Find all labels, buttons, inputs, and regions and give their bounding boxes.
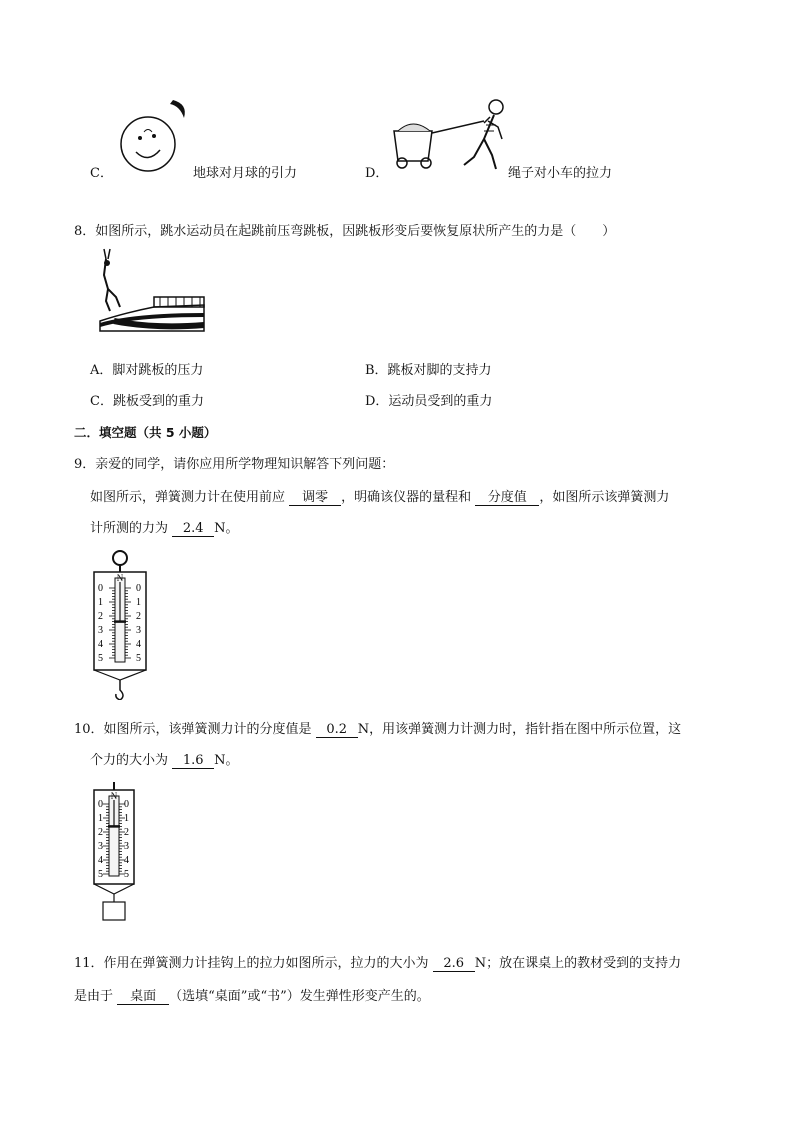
option-d-text: 绳子对小车的拉力: [508, 166, 613, 181]
scale-tick-label-left: 2: [98, 611, 103, 622]
q10-text-b: N，用该弹簧测力计测力时，指针指在图中所示位置，这: [357, 722, 682, 737]
scale-tick-label-left: 2: [98, 827, 103, 838]
scale-tick-label-left: 4: [98, 639, 103, 650]
scale-tick-label-left: 3: [98, 841, 103, 852]
q10-answer-1: 0.2: [316, 722, 358, 738]
scale-tick-label-left: 0: [98, 583, 103, 594]
scale-tick-label-left: 5: [98, 653, 103, 664]
q11-answer-2: 桌面: [117, 989, 169, 1005]
scale-tick-label-right: 4: [136, 639, 141, 650]
scale-tick-label-right: 1: [136, 597, 141, 608]
question-9-stem: 9．亲爱的同学，请你应用所学物理知识解答下列问题：: [74, 457, 395, 472]
scale-tick-label-left: 3: [98, 625, 103, 636]
q9-text-d: 计所测的力为: [90, 521, 169, 536]
scale-tick-label-left: 5: [98, 869, 103, 880]
q11-text-d: （选填“桌面”或“书”）发生弹性形变产生的。: [169, 989, 430, 1004]
scale-tick-label-right: 5: [124, 869, 129, 880]
q11-text-c: 是由于: [74, 989, 114, 1004]
option-d: D．运动员受到的重力: [365, 394, 493, 409]
option-d-label: D．: [365, 166, 389, 181]
q11-text-b: N；放在课桌上的教材受到的支持力: [474, 956, 682, 971]
scale-tick-label-right: 2: [136, 611, 141, 622]
question-11-line-1: [74, 952, 681, 972]
diving-board-figure: [94, 245, 210, 337]
scale-unit: N: [110, 791, 118, 801]
spring-scale-figure-q10: [92, 782, 140, 938]
cart-pulling-figure: [388, 95, 510, 175]
question-9-line-2: [90, 517, 239, 537]
scale-bottom: [94, 884, 134, 894]
option-a: A．脚对跳板的压力: [90, 363, 204, 378]
scale-tick-label-left: 1: [98, 813, 103, 824]
scale-tick-label-left: 1: [98, 597, 103, 608]
q10-text-c: 个力的大小为: [90, 753, 169, 768]
option-c-text: 地球对月球的引力: [193, 166, 298, 181]
spring-scale-figure-q9: [92, 548, 152, 700]
scale-tick-label-right: 3: [124, 841, 129, 852]
q9-text-e: N。: [214, 521, 239, 536]
earth-moon-figure: [118, 94, 190, 180]
q10-answer-2: 1.6: [172, 753, 214, 769]
scale-tick-label-right: 4: [124, 855, 129, 866]
option-c: C．跳板受到的重力: [90, 394, 204, 409]
scale-bottom: [94, 670, 146, 680]
q10-text-d: N。: [214, 753, 239, 768]
scale-tick-label-right: 2: [124, 827, 129, 838]
scale-tick-label-right: 3: [136, 625, 141, 636]
scale-tick-label-right: 0: [136, 583, 141, 594]
scale-ring: [113, 551, 127, 565]
q9-answer-3: 2.4: [172, 521, 214, 537]
q10-text-a: 10．如图所示，该弹簧测力计的分度值是: [74, 722, 312, 737]
q11-text-a: 11．作用在弹簧测力计挂钩上的拉力如图所示，拉力的大小为: [74, 956, 429, 971]
question-10-line-2: [90, 749, 239, 769]
scale-tick-label-right: 1: [124, 813, 129, 824]
scale-unit: N: [116, 573, 124, 583]
q9-answer-2: 分度值: [475, 490, 539, 506]
option-b: B．跳板对脚的支持力: [365, 363, 492, 378]
question-11-line-2: [74, 985, 430, 1005]
scale-tick-label-right: 5: [136, 653, 141, 664]
q9-text-b: ，明确该仪器的量程和: [341, 490, 472, 505]
scale-tick-label-right: 0: [124, 799, 129, 810]
scale-weight: [103, 902, 125, 920]
q11-answer-1: 2.6: [433, 956, 475, 972]
question-8-stem: 8．如图所示，跳水运动员在起跳前压弯跳板，因跳板形变后要恢复原状所产生的力是（ ）: [74, 224, 616, 239]
question-10-line-1: [74, 718, 681, 738]
q9-text-a: 如图所示，弹簧测力计在使用前应: [90, 490, 286, 505]
scale-tick-label-left: 0: [98, 799, 103, 810]
q9-answer-1: 调零: [289, 490, 341, 506]
q9-text-c: ，如图所示该弹簧测力: [539, 490, 670, 505]
scale-tick-label-left: 4: [98, 855, 103, 866]
section-title: 二．填空题（共 5 小题）: [74, 425, 217, 440]
option-c-label: C．: [90, 166, 113, 181]
scale-hook: [116, 680, 123, 700]
question-9-line-1: [90, 486, 669, 506]
